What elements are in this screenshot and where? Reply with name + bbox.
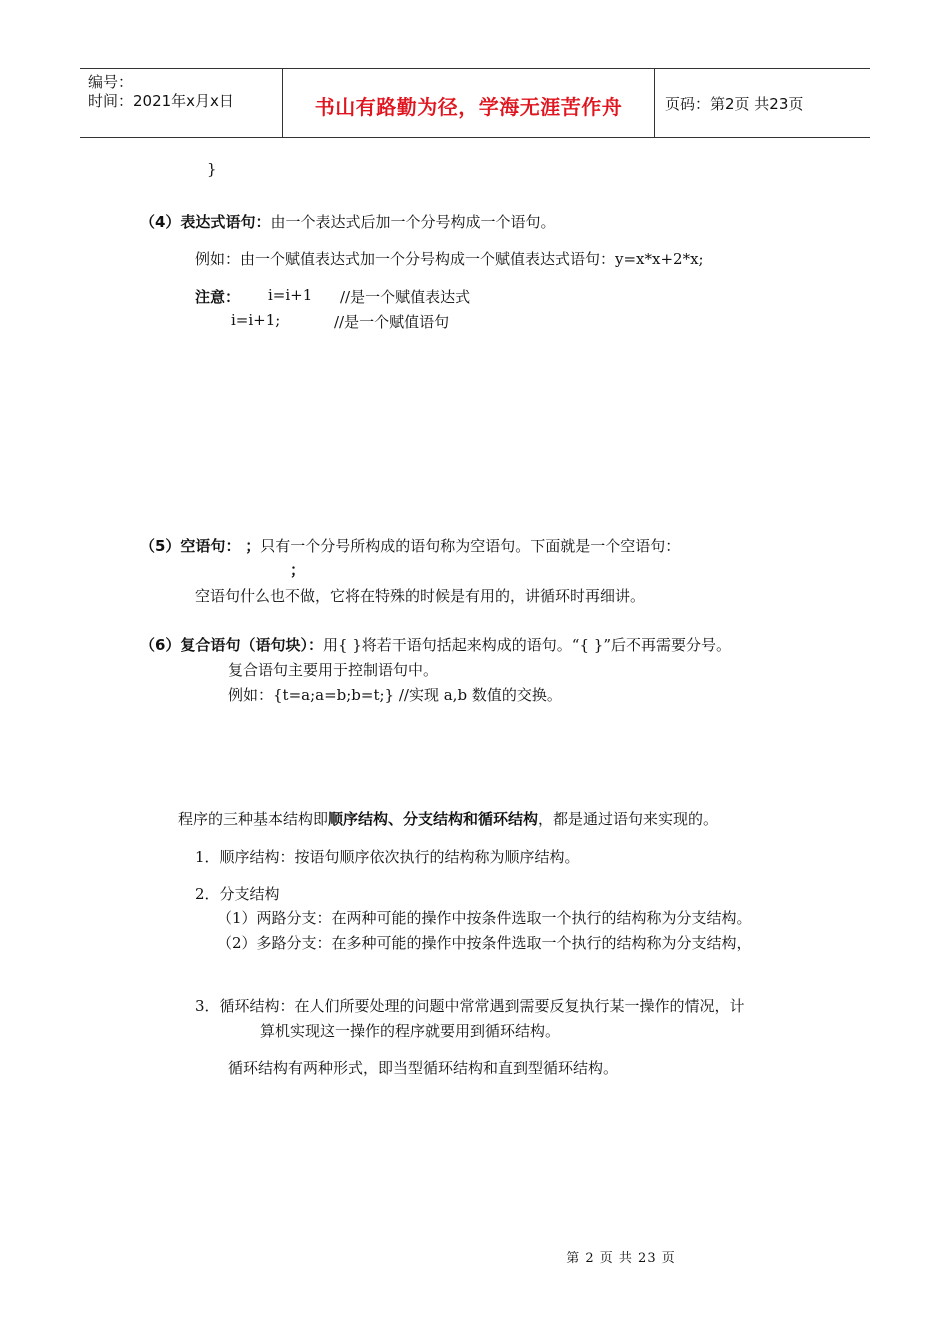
header-table [80, 68, 870, 138]
structures-intro [178, 808, 718, 829]
note-label: 注意： [195, 288, 241, 306]
section-5-text: 只有一个分号所构成的语句称为空语句。下面就是一个空语句： [260, 537, 681, 555]
intro-bold: 顺序结构、分支结构和循环结构 [328, 810, 539, 828]
section-4-title: （4）表达式语句： [140, 213, 271, 231]
intro-text: 程序的三种基本结构即 [178, 810, 329, 828]
note1-code: i=i+1 [268, 286, 313, 304]
section-6-line2: 复合语句主要用于控制语句中。 [228, 661, 439, 679]
section-6-title: （6）复合语句（语句块）： [140, 636, 323, 654]
section-4-example: 例如：由一个赋值表达式加一个分号构成一个赋值表达式语句：y=x*x+2*x; [195, 250, 704, 268]
note1-comment: //是一个赋值表达式 [340, 288, 471, 306]
section-5-semicolon: ； [245, 537, 261, 555]
time-label: 时间：2021年x月x日 [88, 92, 234, 110]
section-4-text: 由一个表达式后加一个分号构成一个语句。 [270, 213, 556, 231]
section-4 [140, 211, 555, 232]
section-5 [140, 535, 680, 556]
item-branch: 2．分支结构 [195, 885, 280, 903]
header-divider [654, 69, 655, 137]
empty-statement-example: ； [290, 561, 306, 579]
note2-code: i=i+1; [231, 311, 281, 329]
loop-forms: 循环结构有两种形式，即当型循环结构和直到型循环结构。 [228, 1059, 619, 1077]
page-footer: 第 2 页 共 23 页 [566, 1251, 676, 1266]
item-loop: 3．循环结构：在人们所要处理的问题中常常遇到需要反复执行某一操作的情况，计 [195, 997, 745, 1015]
item-sequence: 1．顺序结构：按语句顺序依次执行的结构称为顺序结构。 [195, 848, 580, 866]
section-5-note: 空语句什么也不做，它将在特殊的时候是有用的，讲循环时再细讲。 [195, 587, 646, 605]
item-branch-multi-way: （2）多路分支：在多种可能的操作中按条件选取一个执行的结构称为分支结构， [217, 934, 752, 952]
header-meta [88, 73, 234, 111]
section-6 [140, 634, 731, 655]
header-motto: 书山有路勤为径，学海无涯苦作舟 [314, 95, 623, 119]
section-6-text: 用{ }将若干语句括起来构成的语句。“{ }”后不再需要分号。 [322, 636, 732, 654]
item-branch-two-way: （1）两路分支：在两种可能的操作中按条件选取一个执行的结构称为分支结构。 [217, 909, 752, 927]
header-page-info: 页码：第2页 共23页 [665, 95, 804, 113]
section-6-example: 例如：{t=a;a=b;b=t;} //实现 a,b 数值的交换。 [228, 686, 562, 704]
intro-text-end: ，都是通过语句来实现的。 [538, 810, 719, 828]
number-label: 编号： [88, 73, 134, 91]
item-loop-continued: 算机实现这一操作的程序就要用到循环结构。 [260, 1022, 561, 1040]
section-5-title: （5）空语句： [140, 537, 241, 555]
note2-comment: //是一个赋值语句 [334, 313, 450, 331]
closing-brace: } [207, 160, 217, 178]
